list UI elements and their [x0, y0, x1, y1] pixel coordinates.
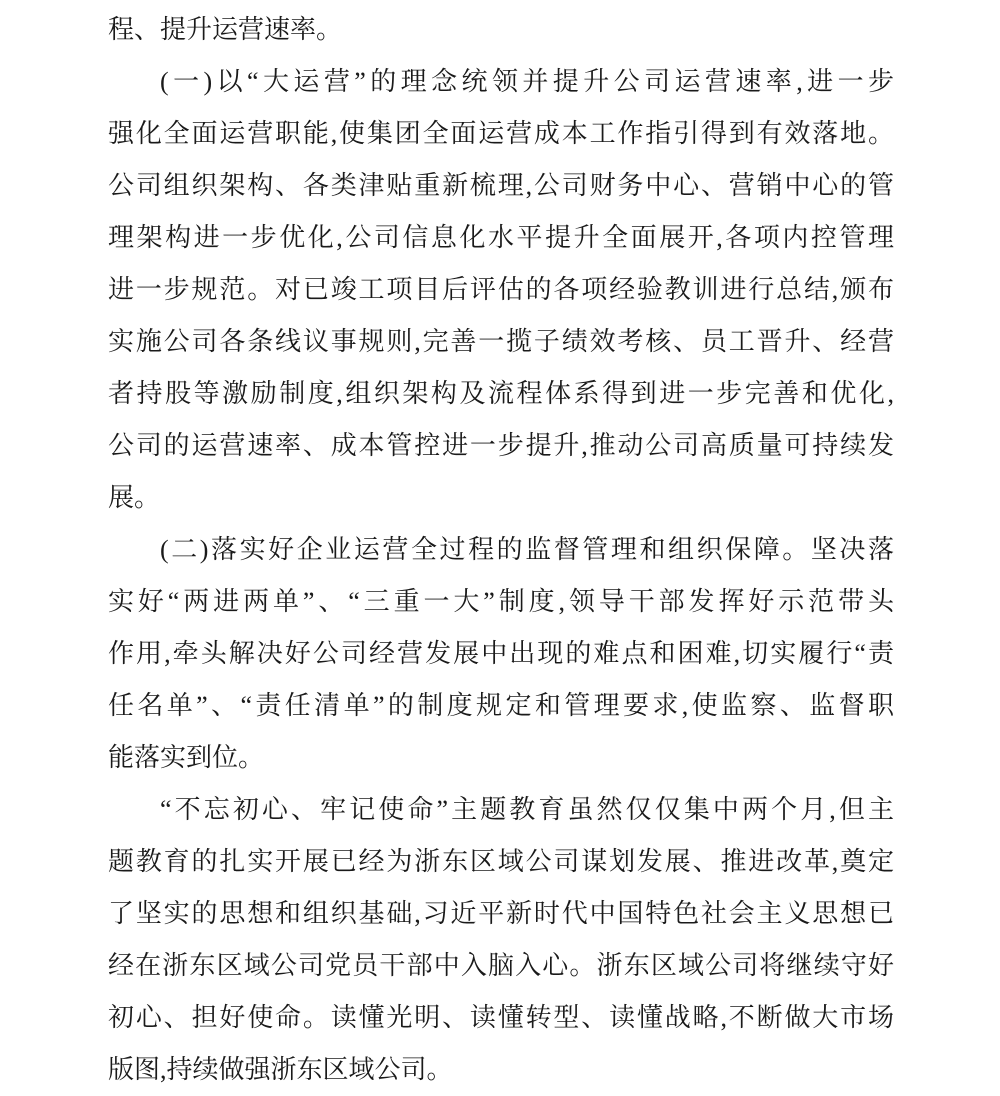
text-line: 者持股等激励制度,组织架构及流程体系得到进一步完善和优化, [108, 379, 894, 408]
text-line: 公司的运营速率、成本管控进一步提升,推动公司高质量可持续发 [108, 431, 894, 460]
text-line: 强化全面运营职能,使集团全面运营成本工作指引得到有效落地。 [108, 119, 894, 148]
text-line: 版图,持续做强浙东区域公司。 [108, 1055, 453, 1084]
text-line: 程、提升运营速率。 [108, 15, 343, 44]
text-line: 初心、担好使命。读懂光明、读懂转型、读懂战略,不断做大市场 [108, 1003, 894, 1032]
text-line: 作用,牵头解决好公司经营发展中出现的难点和困难,切实履行“责 [108, 639, 894, 668]
document-body [108, 4, 894, 1096]
text-line: 能落实到位。 [108, 743, 265, 772]
text-line: 进一步规范。对已竣工项目后评估的各项经验教训进行总结,颁布 [108, 275, 894, 304]
text-line: 实施公司各条线议事规则,完善一揽子绩效考核、员工晋升、经营 [108, 327, 894, 356]
text-line: (一)以“大运营”的理念统领并提升公司运营速率,进一步 [160, 67, 894, 96]
text-line: 展。 [108, 483, 161, 512]
text-line: 理架构进一步优化,公司信息化水平提升全面展开,各项内控管理 [108, 223, 894, 252]
text-line: 题教育的扎实开展已经为浙东区域公司谋划发展、推进改革,奠定 [108, 847, 894, 876]
text-line: 公司组织架构、各类津贴重新梳理,公司财务中心、营销中心的管 [108, 171, 894, 200]
text-line: 了坚实的思想和组织基础,习近平新时代中国特色社会主义思想已 [108, 899, 894, 928]
text-line: 任名单”、“责任清单”的制度规定和管理要求,使监察、监督职 [108, 691, 894, 720]
text-line: (二)落实好企业运营全过程的监督管理和组织保障。坚决落 [160, 535, 894, 564]
text-line: “不忘初心、牢记使命”主题教育虽然仅仅集中两个月,但主 [160, 795, 894, 824]
text-line: 经在浙东区域公司党员干部中入脑入心。浙东区域公司将继续守好 [108, 951, 894, 980]
text-line: 实好“两进两单”、“三重一大”制度,领导干部发挥好示范带头 [108, 587, 894, 616]
